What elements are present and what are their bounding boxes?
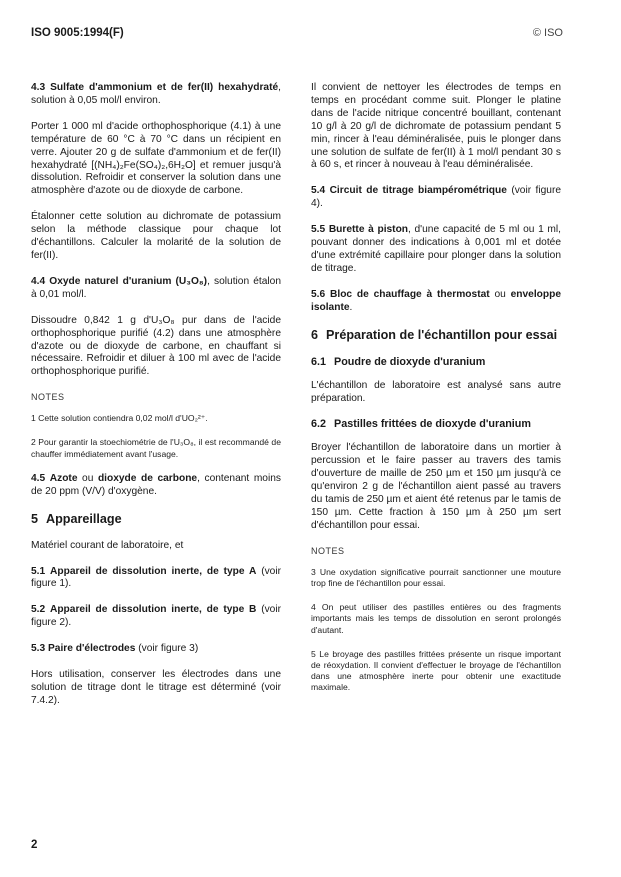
clause-5-3-heading: [31, 643, 281, 656]
clause-title: Poudre de dioxyde d'uranium: [334, 355, 486, 368]
note-3: 3 Une oxydation significative pourrait sanctionner une mouture trop fine de l'échantillon pour essai.: [311, 566, 561, 588]
clause-desc: , solution étalon à 0,01 mol/l.: [31, 275, 281, 300]
paragraph: Matériel courant de laboratoire, et: [31, 539, 184, 551]
note-2: 2 Pour garantir la stoechiométrie de l'U₃O₈, il est recommandé de chauffer immédiatement avant l'usage.: [31, 437, 281, 459]
clause-connector: ou: [77, 472, 98, 484]
clause-title: Paire d'électrodes: [48, 643, 136, 655]
clause-5-5-heading: [311, 224, 561, 276]
clause-desc: , contenant moins de 20 ppm (V/V) d'oxygène.: [31, 472, 281, 497]
section-number: 6: [311, 327, 319, 342]
clause-number: 5.3: [31, 643, 46, 655]
notes-heading: NOTES: [31, 392, 65, 403]
paragraph: Broyer l'échantillon de laboratoire dans un mortier à percussion et le faire passer au travers des tamis d'ouverture de maille de 250 µm et 150 µm jusqu'à ce qu'environ 2 g de l'échantillon aient passé au travers du tamis de 250 µm et aient été retenus par le tamis de 150 µm. Cette fraction à 150 µm à 250 µm sert d'échantillon pour essai.: [311, 442, 561, 531]
clause-5-6-heading: [311, 289, 561, 315]
clause-title: Azote: [49, 472, 78, 484]
note-4: 4 On peut utiliser des pastilles entières ou des fragments importants mais les temps de dissolution en seront prolongés d'autant.: [311, 602, 561, 635]
clause-4-4-heading: [31, 276, 281, 302]
paragraph: Il convient de nettoyer les électrodes de temps en temps en procédant comme suit. Plonger le platine dans de l'acide nitrique concentré bouillant, contenant 10 g/l à 20 g/l de dichromate de potassium pendant 5 min, rincer à l'eau déminéralisée, puis le plonger dans une solution de sulfate de fer(II) à 1 mol/l pendant 30 s à 60 s, et rincer à nouveau à l'eau déminéralisée.: [311, 82, 561, 171]
clause-number: 4.3: [31, 82, 46, 93]
left-column: [31, 82, 281, 721]
clause-title: Oxyde naturel d'uranium (U₃O₈): [49, 275, 208, 287]
clause-title: Pastilles frittées de dioxyde d'uranium: [334, 418, 531, 431]
clause-title: Sulfate d'ammonium et de fer(II) hexahydraté: [50, 82, 279, 93]
clause-5-4-heading: [311, 185, 561, 211]
paragraph: Porter 1 000 ml d'acide orthophosphorique (4.1) à une température de 60 °C à 70 °C dans un récipient en verre. Ajouter 20 g de sulfate d'ammonium et de fer(II) hexahydraté [(NH₄)₂Fe(SO₄)₂,6H₂O] et remuer jusqu'à dissolution. Refroidir et conserver la solution dans une atmosphère d'azote ou de dioxyde de carbone.: [31, 120, 281, 197]
clause-number: 5.6: [311, 288, 326, 300]
section-title: Préparation de l'échantillon pour essai: [326, 327, 558, 342]
paragraph: Dissoudre 0,842 1 g d'U₃O₈ pur dans de l'acide orthophosphorique purifié (4.2) dans une atmosphère d'azote ou de dioxyde de carbone, en chauffant si nécessaire. Refroidir et diluer à 100 ml avec de l'acide orthophosphorique purifié.: [31, 314, 281, 378]
clause-6-1-heading: [311, 356, 561, 368]
paragraph: L'échantillon de laboratoire est analysé sans autre préparation.: [311, 379, 561, 404]
clause-title: Appareil de dissolution inerte, de type A: [50, 565, 257, 577]
section-5-heading: [31, 512, 281, 526]
clause-number: 6.2: [311, 418, 327, 431]
clause-number: 5.4: [311, 185, 326, 197]
clause-5-1-heading: [31, 566, 281, 592]
clause-number: 6.1: [311, 355, 327, 368]
note-5: 5 Le broyage des pastilles frittées présente un risque important de réoxydation. Il convient d'effectuer le broyage de l'échantillon dans une atmosphère inerte pour obtenir une exactitude maximale.: [311, 648, 561, 693]
clause-title: Burette à piston: [328, 224, 409, 236]
clause-6-2-heading: [311, 418, 561, 430]
clause-connector: ou: [489, 288, 511, 300]
clause-desc: , solution à 0,05 mol/l environ.: [31, 82, 281, 106]
note-1: 1 Cette solution contiendra 0,02 mol/l d'UO₂²⁺.: [31, 413, 208, 424]
clause-number: 5.1: [31, 565, 46, 577]
clause-desc: (voir figure 1).: [31, 565, 281, 590]
section-6-heading: [311, 328, 561, 342]
paragraph: Étalonner cette solution au dichromate de potassium selon la méthode classique pour chaque lot d'échantillons. Calculer la molarité de la solution de fer(II).: [31, 211, 281, 261]
clause-number: 5.5: [311, 224, 326, 236]
clause-title-2: enveloppe isolante: [311, 288, 562, 313]
clause-number: 5.2: [31, 604, 46, 616]
page-number: 2: [31, 839, 38, 851]
clause-desc: (voir figure 3): [135, 643, 199, 655]
clause-number: 4.5: [31, 472, 46, 484]
right-column: [311, 82, 561, 707]
clause-number: 4.4: [31, 275, 46, 287]
clause-5-2-heading: [31, 604, 281, 630]
clause-4-3-heading: [31, 82, 281, 108]
section-number: 5: [31, 511, 39, 526]
clause-desc: (voir figure 4).: [311, 185, 561, 210]
clause-4-5-heading: [31, 473, 281, 499]
clause-title: Circuit de titrage biampérométrique: [329, 185, 507, 197]
publisher-mark: © ISO: [532, 27, 563, 39]
clause-title: Appareil de dissolution inerte, de type B: [49, 604, 257, 616]
paragraph: Hors utilisation, conserver les électrodes dans une solution de titrage dont le titrage est déterminé (voir 7.4.2).: [31, 669, 281, 706]
clause-title-2: dioxyde de carbone: [97, 472, 198, 484]
clause-title: Bloc de chauffage à thermostat: [330, 288, 490, 300]
notes-heading: NOTES: [311, 545, 345, 556]
document-standard-id: ISO 9005:1994(F): [31, 27, 124, 39]
clause-desc: , d'une capacité de 5 ml ou 1 ml, pouvant donner des indications à 0,001 ml et dotée d'une extrémité capillaire pour plonger dans la solution de titrage.: [311, 224, 561, 274]
clause-desc: (voir figure 2).: [31, 604, 281, 629]
clause-end: .: [349, 301, 353, 313]
section-title: Appareillage: [46, 511, 122, 526]
